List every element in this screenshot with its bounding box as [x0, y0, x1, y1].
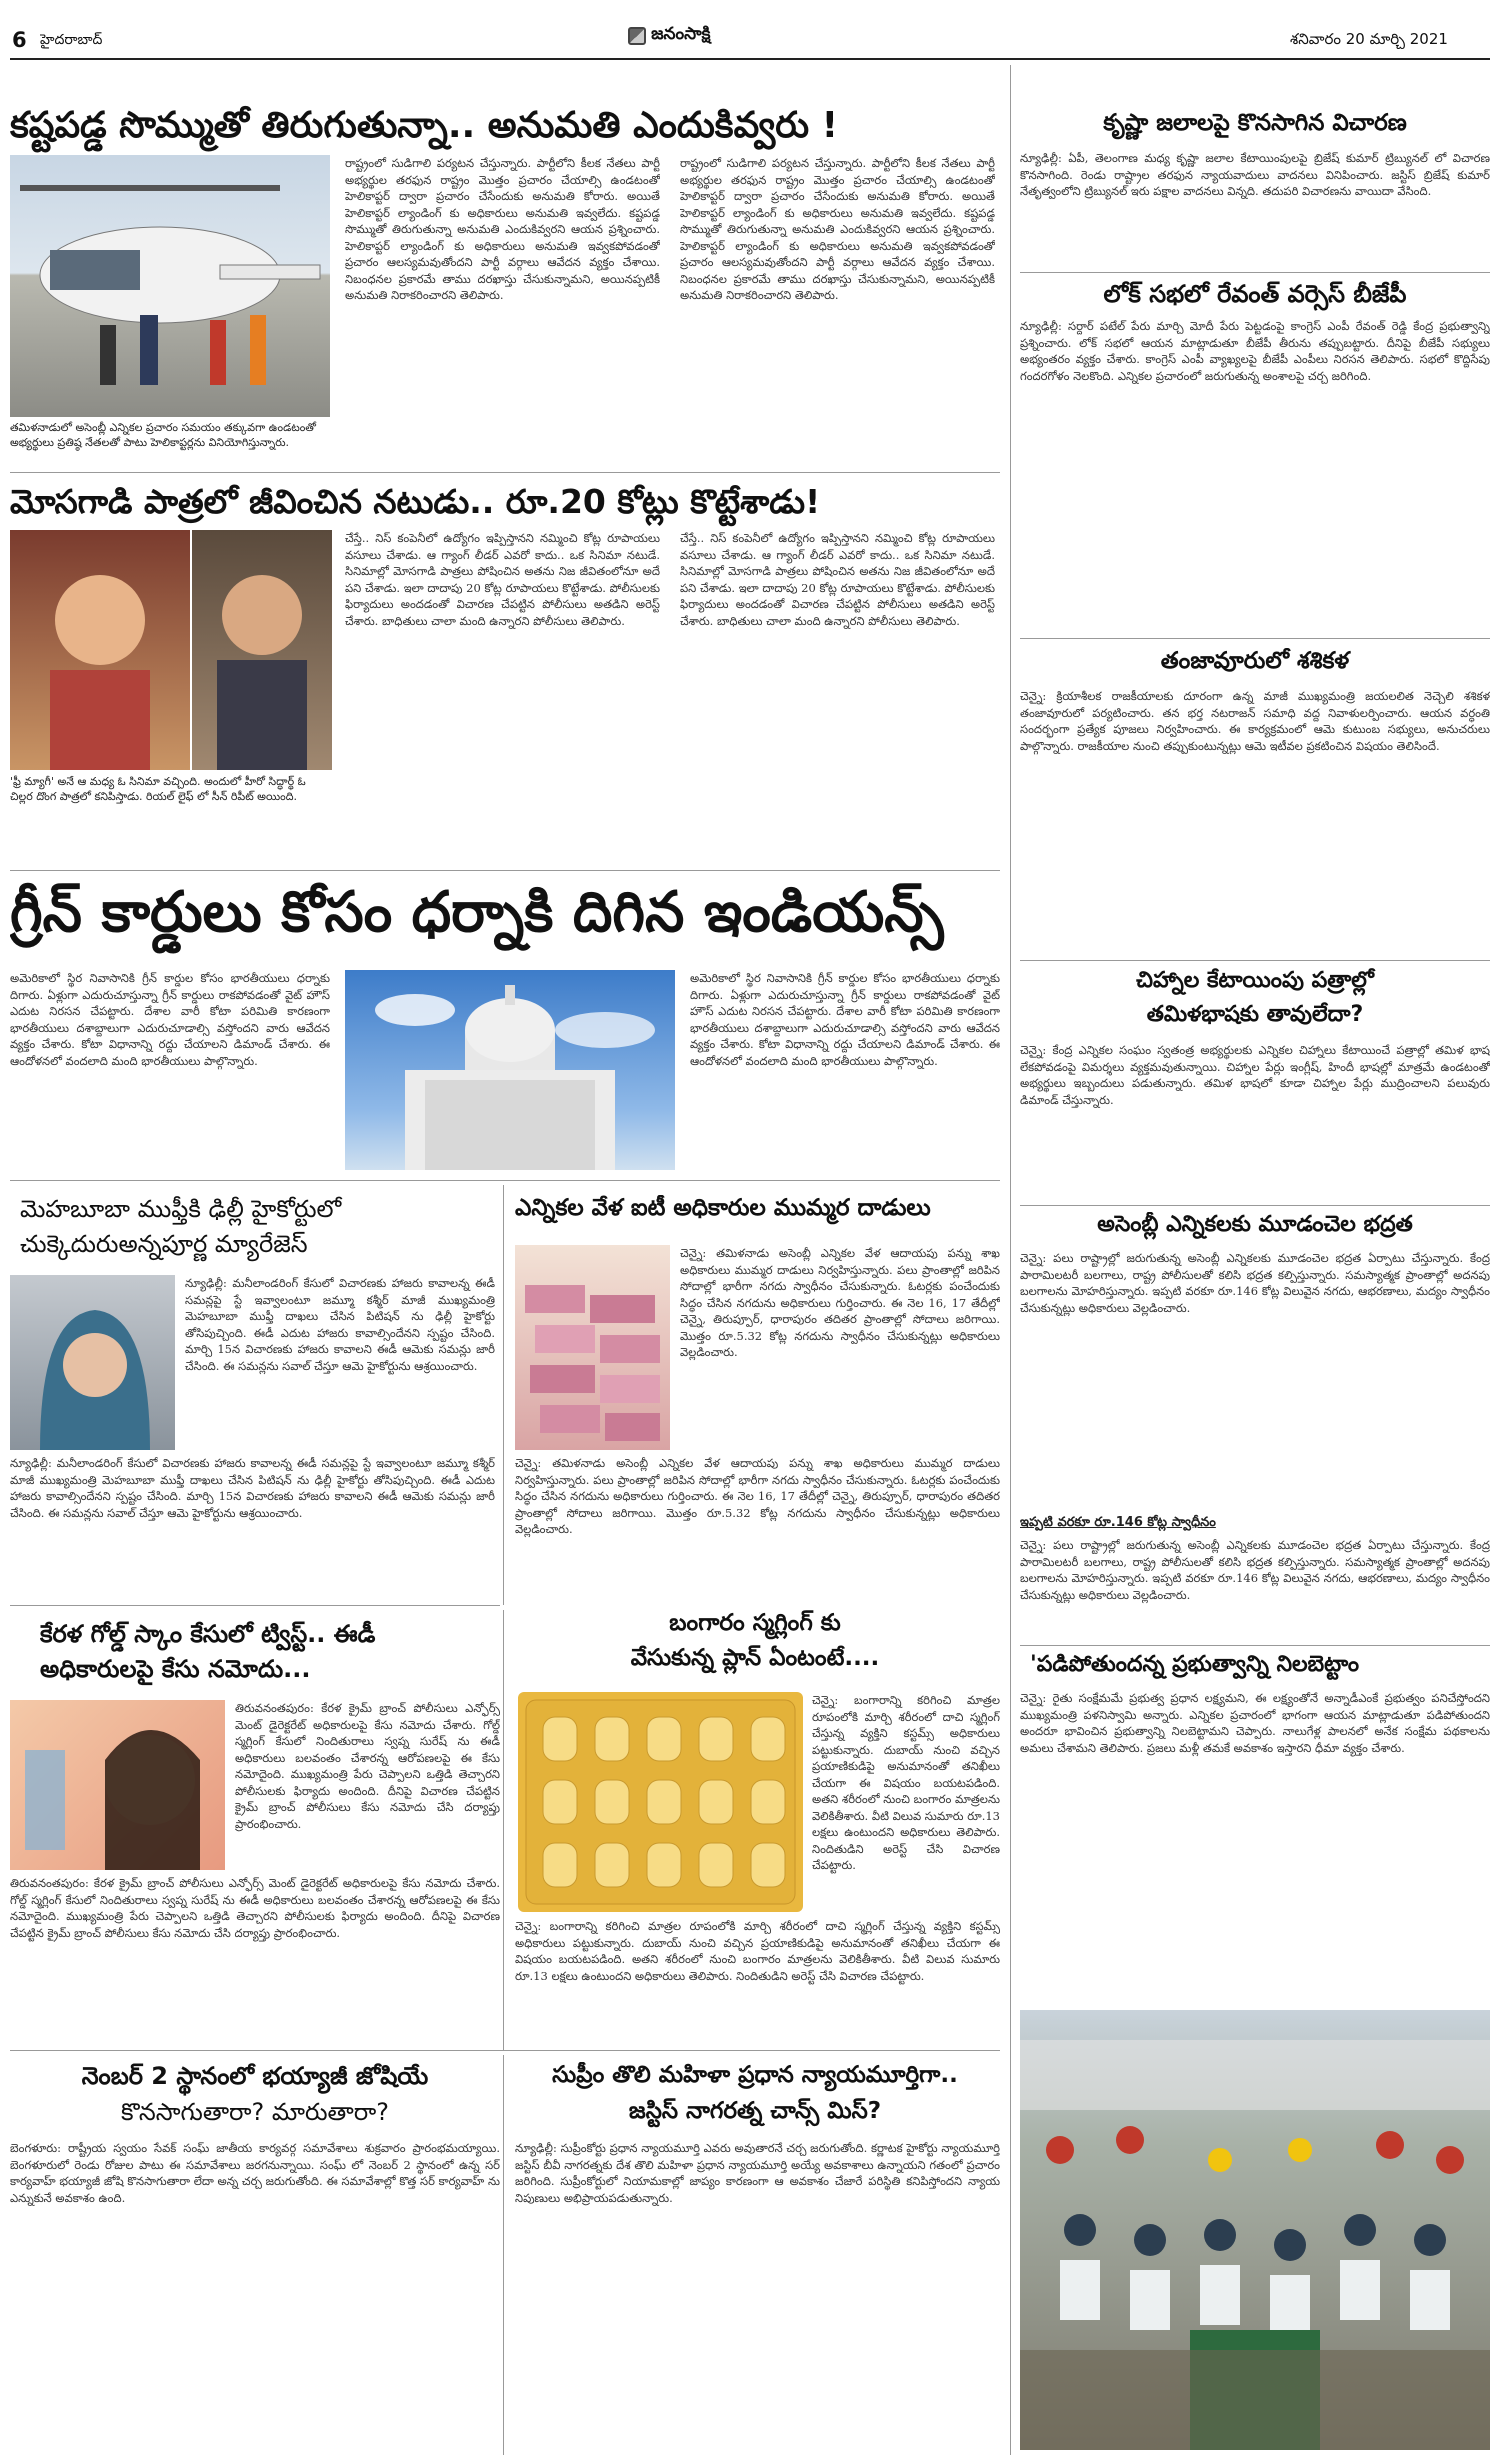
paper-logo	[628, 24, 710, 48]
justice-headline-1: సుప్రీం తొలి మహిళా ప్రధాన న్యాయమూర్తిగా..	[552, 2062, 958, 2088]
government-headline: 'పడిపోతుందన్న ప్రభుత్వాన్ని నిలబెట్టాం	[1030, 1652, 1360, 1677]
helicopter-body-col1: రాష్ట్రంలో సుడిగాలి పర్యటన చేస్తున్నారు. పార్టీలోని కీలక నేతలు పార్టీ అభ్యర్థుల తరఫున రాష్ట్రం మొత్తం ప్రచారం చేయాల్సి ఉండటంతో హెలికాప్టర్ ద్వారా ప్రచారం చేసేందుకు అనుమతి కోరారు. అయితే హెలికాప్టర్ ల్యాండింగ్ కు అధికారులు అనుమతి ఇవ్వలేదు. కష్టపడ్డ సొమ్ముతో తిరుగుతున్నా అనుమతి ఎందుకివ్వరని ఆయన ప్రశ్నించారు. హెలికాప్టర్ ల్యాండింగ్ కు అధికారులు అనుమతి ఇవ్వకపోవడంతో ప్రచారం ఆలస్యమవుతోందని పార్టీ వర్గాలు ఆవేదన వ్యక్తం చేశాయి. నిబంధనల ప్రకారమే తాము దరఖాస్తు చేసుకున్నామని, అయినప్పటికీ అనుమతి నిరాకరించారని తెలిపారు.	[345, 156, 660, 302]
it-raids-body-col1: చెన్నై: తమిళనాడు అసెంబ్లీ ఎన్నికల వేళ ఆదాయపు పన్ను శాఖ అధికారులు ముమ్మర దాడులు నిర్వహిస్తున్నారు. పలు ప్రాంతాల్లో జరిపిన సోదాల్లో భారీగా నగదు స్వాధీనం చేసుకున్నారు. ఓటర్లకు పంచేందుకు సిద్ధం చేసిన నగదును అధికారులు గుర్తించారు. ఈ నెల 16, 17 తేదీల్లో చెన్నై, తిరుప్పూర్, ధారాపురం తదితర ప్రాంతాల్లో సోదాలు జరిగాయి. మొత్తం రూ.5.32 కోట్ల నగదును స్వాధీనం చేసుకున్నట్లు అధికారులు వెల్లడించారు.	[680, 1246, 1000, 1359]
bhaiyyaji-body: బెంగళూరు: రాష్ట్రీయ స్వయం సేవక్ సంఘ్ జాతీయ కార్యవర్గ సమావేశాలు శుక్రవారం ప్రారంభమయ్యాయి. బెంగళూరులో రెండు రోజుల పాటు ఈ సమావేశాలు జరగనున్నాయి. సంఘ్ లో నెంబర్ 2 స్థానంలో ఉన్న సర్ కార్యవాహ్ భయ్యాజీ జోషి కొనసాగుతారా లేదా అన్న చర్చ జరుగుతోంది. ఈ సమావేశాల్లో కొత్త సర్ కార్యవాహ్ ను ఎన్నుకునే అవకాశం ఉంది.	[10, 2141, 500, 2205]
bhaiyyaji-headline-1: నెంబర్ 2 స్థానంలో భయ్యాజీ జోషియే	[81, 2062, 429, 2090]
fraud-caption: 'ఫ్రీ మ్యాగీ' అనే ఆ మధ్య ఓ సినిమా వచ్చింది. అందులో హీరో సిద్ధార్థ్ ఓ చిల్లర దొంగ పాత్రలో కనిపిస్తాడు. రియల్ లైఫ్ లో సీన్ రిపీట్ అయింది.	[10, 775, 306, 803]
kerala-headline-2: అధికారులపై కేసు నమోదు...	[40, 1655, 311, 1683]
helicopter-caption: తమిళనాడులో అసెంబ్లీ ఎన్నికల ప్రచారం సమయం తక్కువగా ఉండటంతో అభ్యర్థులు ప్రతిష్ఠ నేతలతో పాటు హెలికాప్టర్లను వినియోగిస్తున్నారు.	[10, 421, 317, 449]
divider	[503, 1610, 504, 2050]
it-raids-headline: ఎన్నికల వేళ ఐటీ అధికారుల ముమ్మర దాడులు	[515, 1195, 931, 1221]
symbols-body: చెన్నై: కేంద్ర ఎన్నికల సంఘం స్వతంత్ర అభ్యర్థులకు ఎన్నికల చిహ్నాలు కేటాయించే పత్రాల్లో తమిళ భాష లేకపోవడంపై విమర్శలు వ్యక్తమవుతున్నాయి. చిహ్నాల పేర్లు ఇంగ్లీష్, హిందీ భాషల్లో మాత్రమే ఉండటంతో అభ్యర్థులు ఇబ్బందులు పడుతున్నారు. తమిళ భాషలో కూడా చిహ్నాల పేర్లు ముద్రించాలని పలువురు డిమాండ్ చేస్తున్నారు.	[1020, 1043, 1490, 1107]
symbols-headline-2: తమిళభాషకు తావులేదా?	[1146, 1002, 1364, 1027]
smuggling-body-col2: చెన్నై: బంగారాన్ని కరిగించి మాత్రల రూపంలోకి మార్చి శరీరంలో దాచి స్మగ్లింగ్ చేస్తున్న వ్యక్తిని కస్టమ్స్ అధికారులు పట్టుకున్నారు. దుబాయ్ నుంచి వచ్చిన ప్రయాణికుడిపై అనుమానంతో తనిఖీలు చేయగా ఈ విషయం బయటపడింది. అతని శరీరంలో నుంచి బంగారం మాత్రలను వెలికితీశారు. వీటి విలువ సుమారు రూ.13 లక్షలు ఉంటుందని అధికారులు తెలిపారు. నిందితుడిని అరెస్ట్ చేసి విచారణ చేపట్టారు.	[515, 1919, 1000, 1983]
page-number: 6	[12, 28, 27, 52]
divider	[1020, 272, 1490, 273]
gold-pills-photo	[518, 1692, 803, 1912]
kerala-headline-1: కేరళ గోల్డ్ స్కాం కేసులో ట్విస్ట్.. ఈడీ	[40, 1620, 376, 1648]
helicopter-photo	[10, 155, 330, 417]
justice-headline-2: జస్టిస్ నాగరత్న చాన్స్ మిస్?	[628, 2098, 882, 2124]
revanth-headline: లోక్ సభలో రేవంత్ వర్సెస్ బీజేపీ	[1103, 280, 1407, 308]
divider	[1020, 1205, 1490, 1206]
sasikala-body: చెన్నై: క్రియాశీలక రాజకీయాలకు దూరంగా ఉన్న మాజీ ముఖ్యమంత్రి జయలలిత నెచ్చెలి శశికళ తంజావూరులో పర్యటించారు. తన భర్త నటరాజన్ సమాధి వద్ద నివాళులర్పించారు. ఆయన వర్ధంతి సందర్భంగా ప్రత్యేక పూజలు నిర్వహించారు. ఈ కార్యక్రమంలో ఆమె కుటుంబ సభ్యులు, అనుచరులు పాల్గొన్నారు. రాజకీయాల నుంచి తప్పుకుంటున్నట్లు ఆమె ఇటీవల ప్రకటించిన విషయం తెలిసిందే.	[1020, 689, 1490, 753]
it-raids-body-col2: చెన్నై: తమిళనాడు అసెంబ్లీ ఎన్నికల వేళ ఆదాయపు పన్ను శాఖ అధికారులు ముమ్మర దాడులు నిర్వహిస్తున్నారు. పలు ప్రాంతాల్లో జరిపిన సోదాల్లో భారీగా నగదు స్వాధీనం చేసుకున్నారు. ఓటర్లకు పంచేందుకు సిద్ధం చేసిన నగదును అధికారులు గుర్తించారు. ఈ నెల 16, 17 తేదీల్లో చెన్నై, తిరుప్పూర్, ధారాపురం తదితర ప్రాంతాల్లో సోదాలు జరిగాయి. మొత్తం రూ.5.32 కోట్ల నగదును స్వాధీనం చేసుకున్నట్లు అధికారులు వెల్లడించారు.	[515, 1456, 1000, 1536]
divider	[10, 1605, 500, 1606]
divider	[503, 1185, 504, 1605]
green-card-body-col2: అమెరికాలో స్థిర నివాసానికి గ్రీన్ కార్డుల కోసం భారతీయులు ధర్నాకు దిగారు. ఏళ్లుగా ఎదురుచూస్తున్నా గ్రీన్ కార్డులు రాకపోవడంతో వైట్ హౌస్ ఎదుట నిరసన చేపట్టారు. దేశాల వారీ కోటా పరిమితి కారణంగా భారతీయులు దశాబ్దాలుగా ఎదురుచూడాల్సి వస్తోందని వారు ఆవేదన వ్యక్తం చేశారు. కోటా విధానాన్ని రద్దు చేయాలని డిమాండ్ చేశారు. ఈ ఆందోళనలో వందలాది మంది భారతీయులు పాల్గొన్నారు.	[690, 971, 1000, 1068]
security-headline: అసెంబ్లీ ఎన్నికలకు మూడంచెల భద్రత	[1097, 1212, 1413, 1237]
logo-mark-icon	[628, 27, 646, 45]
divider	[10, 870, 1000, 871]
issue-date: శనివారం 20 మార్చి 2021	[1290, 30, 1448, 48]
mehbooba-headline-2: చుక్కెదురుఅన్నపూర్ణ మ్యారేజెస్	[20, 1230, 308, 1258]
green-card-headline: గ్రీన్ కార్డులు కోసం ధర్నాకి దిగిన ఇండియన్స్	[10, 880, 944, 945]
symbols-headline-1: చిహ్నాల కేటాయింపు పత్రాల్లో	[1136, 968, 1374, 993]
divider	[10, 2050, 1000, 2051]
helicopter-body-col2: రాష్ట్రంలో సుడిగాలి పర్యటన చేస్తున్నారు. పార్టీలోని కీలక నేతలు పార్టీ అభ్యర్థుల తరఫున రాష్ట్రం మొత్తం ప్రచారం చేయాల్సి ఉండటంతో హెలికాప్టర్ ద్వారా ప్రచారం చేసేందుకు అనుమతి కోరారు. అయితే హెలికాప్టర్ ల్యాండింగ్ కు అధికారులు అనుమతి ఇవ్వలేదు. కష్టపడ్డ సొమ్ముతో తిరుగుతున్నా అనుమతి ఎందుకివ్వరని ఆయన ప్రశ్నించారు. హెలికాప్టర్ ల్యాండింగ్ కు అధికారులు అనుమతి ఇవ్వకపోవడంతో ప్రచారం ఆలస్యమవుతోందని పార్టీ వర్గాలు ఆవేదన వ్యక్తం చేశాయి. నిబంధనల ప్రకారమే తాము దరఖాస్తు చేసుకున్నామని, అయినప్పటికీ అనుమతి నిరాకరించారని తెలిపారు.	[680, 156, 995, 302]
smuggling-headline-1: బంగారం స్మగ్లింగ్ కు	[669, 1610, 841, 1636]
green-card-body-col1: అమెరికాలో స్థిర నివాసానికి గ్రీన్ కార్డుల కోసం భారతీయులు ధర్నాకు దిగారు. ఏళ్లుగా ఎదురుచూస్తున్నా గ్రీన్ కార్డులు రాకపోవడంతో వైట్ హౌస్ ఎదుట నిరసన చేపట్టారు. దేశాల వారీ కోటా పరిమితి కారణంగా భారతీయులు దశాబ్దాలుగా ఎదురుచూడాల్సి వస్తోందని వారు ఆవేదన వ్యక్తం చేశారు. కోటా విధానాన్ని రద్దు చేయాలని డిమాండ్ చేశారు. ఈ ఆందోళనలో వందలాది మంది భారతీయులు పాల్గొన్నారు.	[10, 971, 330, 1068]
smuggling-headline-2: వేసుకున్న ప్లాన్ ఏంటంటే....	[630, 1645, 880, 1671]
justice-body: న్యూఢిల్లీ: సుప్రీంకోర్టు ప్రధాన న్యాయమూర్తి ఎవరు అవుతారనే చర్చ జరుగుతోంది. కర్ణాటక హైకోర్టు న్యాయమూర్తి జస్టిస్ బీవీ నాగరత్నకు దేశ తొలి మహిళా ప్రధాన న్యాయమూర్తి అయ్యే అవకాశాలు ఉన్నాయని గతంలో ప్రచారం జరిగింది. సుప్రీంకోర్టులో నియామకాల్లో జాప్యం కారణంగా ఆ అవకాశం చేజారే పరిస్థితి కనిపిస్తోందని న్యాయ నిపుణులు అభిప్రాయపడుతున్నారు.	[515, 2141, 1000, 2205]
divider	[1020, 960, 1490, 961]
divider	[10, 1180, 1000, 1181]
security-body-2: చెన్నై: పలు రాష్ట్రాల్లో జరుగుతున్న అసెంబ్లీ ఎన్నికలకు మూడంచెల భద్రత ఏర్పాటు చేస్తున్నారు. కేంద్ర పారామిలటరీ బలగాలు, రాష్ట్ర పోలీసులతో కలిసి భద్రత కల్పిస్తున్నారు. సమస్యాత్మక ప్రాంతాల్లో అదనపు బలగాలను మోహరిస్తున్నారు. ఇప్పటి వరకూ రూ.146 కోట్ల విలువైన నగదు, ఆభరణాలు, మద్యం స్వాధీనం చేసుకున్నట్లు అధికారులు వెల్లడించారు.	[1020, 1538, 1490, 1602]
bhaiyyaji-headline-2: కొనసాగుతారా? మారుతారా?	[121, 2098, 389, 2126]
kerala-body-col1: తిరువనంతపురం: కేరళ క్రైమ్ బ్రాంచ్ పోలీసులు ఎన్ఫోర్స్ మెంట్ డైరెక్టరేట్ అధికారులపై కేసు నమోదు చేశారు. గోల్డ్ స్మగ్లింగ్ కేసులో నిందితురాలు స్వప్న సురేష్ ను ఈడీ అధికారులు బలవంతం చేశారన్న ఆరోపణలపై ఈ కేసు నమోదైంది. ముఖ్యమంత్రి పేరు చెప్పాలని ఒత్తిడి తెచ్చారని పోలీసులకు ఫిర్యాదు అందింది. దీనిపై విచారణ చేపట్టిన క్రైమ్ బ్రాంచ్ పోలీసులు కేసు నమోదు చేసి దర్యాప్తు ప్రారంభించారు.	[235, 1701, 500, 1831]
mehbooba-headline-1: మెహబూబా ముఫ్తీకి ఢిల్లీ హైకోర్టులో	[20, 1195, 342, 1223]
swapna-photo	[10, 1700, 225, 1870]
fraud-body-col1: చేస్తే.. నిస్ కంపెనీలో ఉద్యోగం ఇప్పిస్తానని నమ్మించి కోట్ల రూపాయలు వసూలు చేశాడు. ఆ గ్యాంగ్ లీడర్ ఎవరో కాదు.. ఒక సినిమా నటుడే. సినిమాల్లో మోసగాడి పాత్రలు పోషించిన అతను నిజ జీవితంలోనూ అదే పని చేశాడు. ఇలా దాదాపు 20 కోట్ల రూపాయలు కొట్టేశాడు. పోలీసులకు ఫిర్యాదులు అందడంతో విచారణ చేపట్టిన పోలీసులు అతడిని అరెస్ట్ చేశారు. బాధితులు చాలా మంది ఉన్నారని పోలీసులు తెలిపారు.	[345, 531, 660, 628]
kerala-body-col2: తిరువనంతపురం: కేరళ క్రైమ్ బ్రాంచ్ పోలీసులు ఎన్ఫోర్స్ మెంట్ డైరెక్టరేట్ అధికారులపై కేసు నమోదు చేశారు. గోల్డ్ స్మగ్లింగ్ కేసులో నిందితురాలు స్వప్న సురేష్ ను ఈడీ అధికారులు బలవంతం చేశారన్న ఆరోపణలపై ఈ కేసు నమోదైంది. ముఖ్యమంత్రి పేరు చెప్పాలని ఒత్తిడి తెచ్చారని పోలీసులకు ఫిర్యాదు అందింది. దీనిపై విచారణ చేపట్టిన క్రైమ్ బ్రాంచ్ పోలీసులు కేసు నమోదు చేసి దర్యాప్తు ప్రారంభించారు.	[10, 1876, 500, 1940]
sasikala-headline: తంజావూరులో శశికళ	[1160, 648, 1350, 674]
security-subhead: ఇప్పటి వరకూ రూ.146 కోట్ల స్వాధీనం	[1020, 1515, 1216, 1530]
cash-photo	[515, 1245, 670, 1450]
mehbooba-body-col1: న్యూఢిల్లీ: మనీలాండరింగ్ కేసులో విచారణకు హాజరు కావాలన్న ఈడీ సమన్లపై స్టే ఇవ్వాలంటూ జమ్మూ కశ్మీర్ మాజీ ముఖ్యమంత్రి మెహబూబా ముఫ్తీ దాఖలు చేసిన పిటిషన్ ను ఢిల్లీ హైకోర్టు తోసిపుచ్చింది. ఈడీ ఎదుట హాజరు కావాల్సిందేనని స్పష్టం చేసింది. మార్చి 15న విచారణకు హాజరు కావాలని ఈడీ ఆమెకు సమన్లు జారీ చేసింది. ఈ సమన్లను సవాల్ చేస్తూ ఆమె హైకోర్టును ఆశ్రయించారు.	[185, 1276, 495, 1373]
revanth-body: న్యూఢిల్లీ: సర్దార్ పటేల్ పేరు మార్చి మోదీ పేరు పెట్టడంపై కాంగ్రెస్ ఎంపీ రేవంత్ రెడ్డి కేంద్ర ప్రభుత్వాన్ని ప్రశ్నించారు. లోక్ సభలో ఆయన మాట్లాడుతూ బీజేపీ తీరును తప్పుబట్టారు. దీనిపై బీజేపీ సభ్యులు అభ్యంతరం వ్యక్తం చేశారు. కాంగ్రెస్ ఎంపీ వ్యాఖ్యలపై బీజేపీ ఎంపీలు నిరసన తెలిపారు. సభలో కొద్దిసేపు గందరగోళం నెలకొంది. ఎన్నికల ప్రచారంలో జరుగుతున్న అంశాలపై చర్చ జరిగింది.	[1020, 319, 1490, 383]
rally-photo	[1020, 2010, 1490, 2450]
divider	[503, 2055, 504, 2455]
helicopter-headline: కష్టపడ్డ సొమ్ముతో తిరుగుతున్నా.. అనుమతి ఎందుకివ్వరు !	[10, 105, 839, 146]
krishna-headline: కృష్ణా జలాలపై కొనసాగిన విచారణ	[1103, 110, 1407, 136]
fraud-headline: మోసగాడి పాత్రలో జీవించిన నటుడు.. రూ.20 కోట్లు కొట్టేశాడు!	[10, 482, 821, 521]
edition-label: హైదరాబాద్	[40, 32, 103, 48]
capitol-photo	[345, 970, 675, 1170]
actor-photo	[192, 530, 332, 770]
actress-photo	[10, 530, 190, 770]
government-body: చెన్నై: రైతు సంక్షేమమే ప్రభుత్వ ప్రధాన లక్ష్యమని, ఈ లక్ష్యంతోనే అన్నాడీఎంకే ప్రభుత్వం పనిచేస్తోందని ముఖ్యమంత్రి పళనిస్వామి అన్నారు. ఎన్నికల ప్రచారంలో భాగంగా ఆయన మాట్లాడుతూ పడిపోతుందని అందరూ భావించిన ప్రభుత్వాన్ని నిలబెట్టామని చెప్పారు. నాలుగేళ్ల పాలనలో అనేక సంక్షేమ పథకాలను అమలు చేశామని తెలిపారు. ప్రజలు మళ్లీ తమకే అవకాశం ఇస్తారని ధీమా వ్యక్తం చేశారు.	[1020, 1691, 1490, 1755]
column-divider	[1010, 65, 1011, 2455]
divider	[1020, 638, 1490, 639]
divider	[10, 472, 1000, 473]
krishna-body: న్యూఢిల్లీ: ఏపీ, తెలంగాణ మధ్య కృష్ణా జలాల కేటాయింపులపై బ్రిజేష్ కుమార్ ట్రిబ్యునల్ లో విచారణ కొనసాగింది. రెండు రాష్ట్రాల తరఫున న్యాయవాదులు వాదనలు వినిపించారు. జస్టిస్ బ్రిజేష్ కుమార్ నేతృత్వంలోని ట్రిబ్యునల్ ఇరు పక్షాల వాదనలు విన్నది. తదుపరి విచారణను వాయిదా వేసింది.	[1020, 151, 1490, 198]
smuggling-body-col1: చెన్నై: బంగారాన్ని కరిగించి మాత్రల రూపంలోకి మార్చి శరీరంలో దాచి స్మగ్లింగ్ చేస్తున్న వ్యక్తిని కస్టమ్స్ అధికారులు పట్టుకున్నారు. దుబాయ్ నుంచి వచ్చిన ప్రయాణికుడిపై అనుమానంతో తనిఖీలు చేయగా ఈ విషయం బయటపడింది. అతని శరీరంలో నుంచి బంగారం మాత్రలను వెలికితీశారు. వీటి విలువ సుమారు రూ.13 లక్షలు ఉంటుందని అధికారులు తెలిపారు. నిందితుడిని అరెస్ట్ చేసి విచారణ చేపట్టారు.	[812, 1693, 1000, 1872]
masthead-rule	[10, 58, 1490, 60]
divider	[1020, 1645, 1490, 1646]
security-body: చెన్నై: పలు రాష్ట్రాల్లో జరుగుతున్న అసెంబ్లీ ఎన్నికలకు మూడంచెల భద్రత ఏర్పాటు చేస్తున్నారు. కేంద్ర పారామిలటరీ బలగాలు, రాష్ట్ర పోలీసులతో కలిసి భద్రత కల్పిస్తున్నారు. సమస్యాత్మక ప్రాంతాల్లో అదనపు బలగాలను మోహరిస్తున్నారు. ఇప్పటి వరకూ రూ.146 కోట్ల విలువైన నగదు, ఆభరణాలు, మద్యం స్వాధీనం చేసుకున్నట్లు అధికారులు వెల్లడించారు.	[1020, 1251, 1490, 1315]
mehbooba-photo	[10, 1275, 175, 1450]
mehbooba-body-col2: న్యూఢిల్లీ: మనీలాండరింగ్ కేసులో విచారణకు హాజరు కావాలన్న ఈడీ సమన్లపై స్టే ఇవ్వాలంటూ జమ్మూ కశ్మీర్ మాజీ ముఖ్యమంత్రి మెహబూబా ముఫ్తీ దాఖలు చేసిన పిటిషన్ ను ఢిల్లీ హైకోర్టు తోసిపుచ్చింది. ఈడీ ఎదుట హాజరు కావాల్సిందేనని స్పష్టం చేసింది. మార్చి 15న విచారణకు హాజరు కావాలని ఈడీ ఆమెకు సమన్లు జారీ చేసింది. ఈ సమన్లను సవాల్ చేస్తూ ఆమె హైకోర్టును ఆశ్రయించారు.	[10, 1456, 495, 1520]
paper-name: జనంసాక్షి	[651, 24, 711, 44]
fraud-body-col2: చేస్తే.. నిస్ కంపెనీలో ఉద్యోగం ఇప్పిస్తానని నమ్మించి కోట్ల రూపాయలు వసూలు చేశాడు. ఆ గ్యాంగ్ లీడర్ ఎవరో కాదు.. ఒక సినిమా నటుడే. సినిమాల్లో మోసగాడి పాత్రలు పోషించిన అతను నిజ జీవితంలోనూ అదే పని చేశాడు. ఇలా దాదాపు 20 కోట్ల రూపాయలు కొట్టేశాడు. పోలీసులకు ఫిర్యాదులు అందడంతో విచారణ చేపట్టిన పోలీసులు అతడిని అరెస్ట్ చేశారు. బాధితులు చాలా మంది ఉన్నారని పోలీసులు తెలిపారు.	[680, 531, 995, 628]
